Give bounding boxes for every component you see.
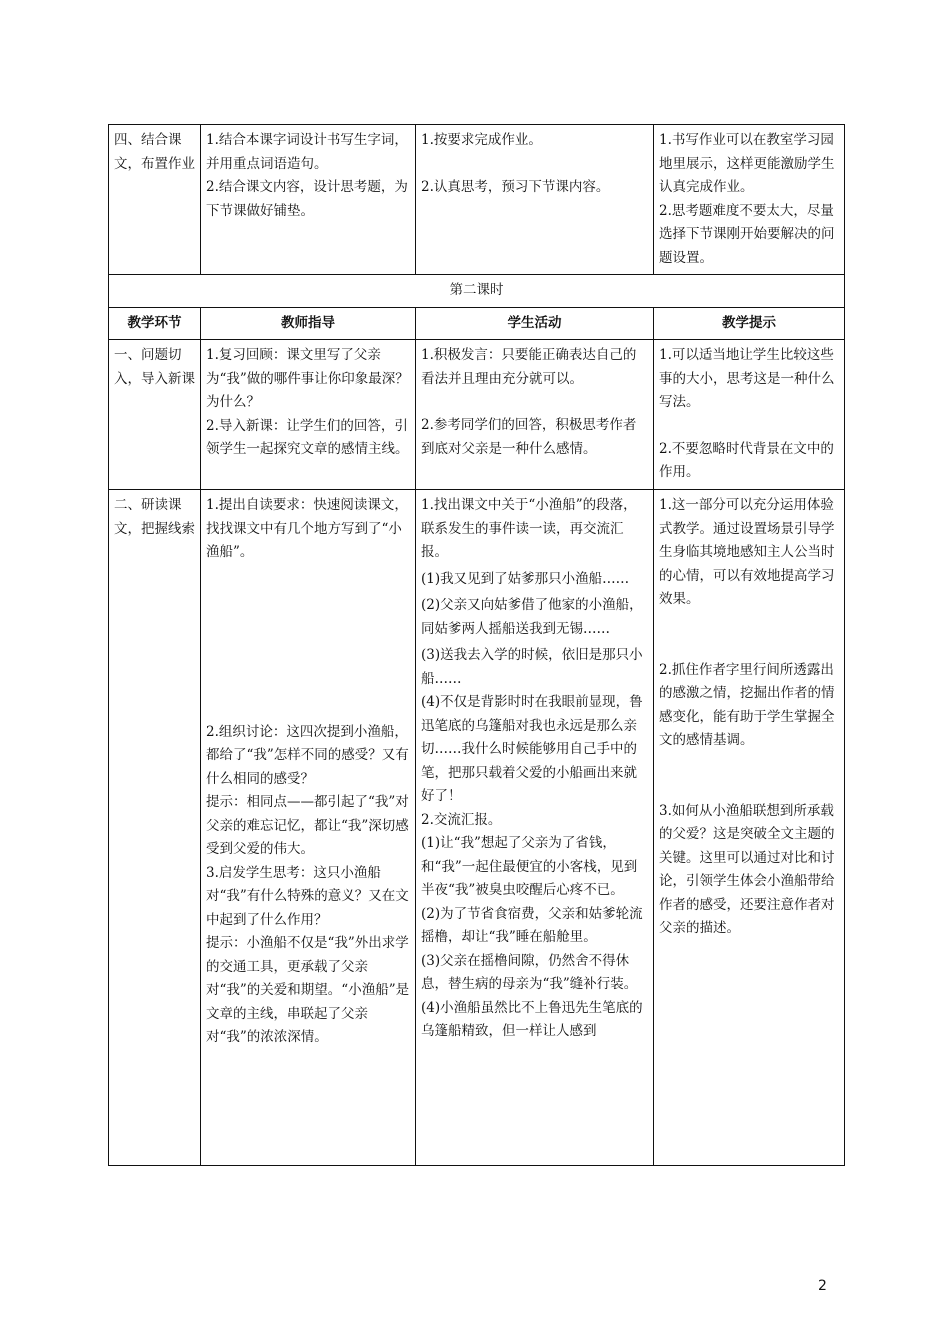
teacher-item: 2.组织讨论：这四次提到小渔船，都给了“我”怎样不同的感受？又有什么相同的感受？ (206, 723, 409, 787)
student-item: (2)为了节省食宿费，父亲和姑爹轮流摇橹，却让“我”睡在船舱里。 (421, 905, 643, 945)
teacher-item: 提示：相同点——都引起了“我”对父亲的难忘记忆，都让“我”深切感受到父爱的伟大。 (206, 794, 409, 857)
lesson-plan-table (108, 124, 845, 1166)
stage-cell (109, 125, 201, 275)
student-item: (3)送我去入学的时候，依旧是那只小船…… (421, 647, 643, 687)
header-stage: 教学环节 (109, 307, 201, 340)
tip-item: 1.书写作业可以在教室学习园地里展示，这样更能激励学生认真完成作业。 (659, 132, 835, 195)
student-item: (4)不仅是背影时时在我眼前显现，鲁迅笔底的乌篷船对我也永远是那么亲切……我什么时候能够用自己手中的笔，把那只载着父爱的小船画出来就好了！ (421, 694, 643, 804)
student-cell (416, 340, 654, 490)
tip-item: 1.可以适当地让学生比较这些事的大小，思考这是一种什么写法。 (659, 347, 835, 410)
teacher-item: 1.结合本课字词设计书写生字词，并用重点词语造句。 (206, 132, 408, 172)
tips-cell (654, 490, 845, 1166)
student-item: 2.认真思考，预习下节课内容。 (421, 178, 610, 195)
tip-item: 2.思考题难度不要太大，尽量选择下节课刚开始要解决的问题设置。 (659, 202, 835, 266)
header-student: 学生活动 (416, 307, 654, 340)
page-number: 2 (818, 1278, 827, 1294)
tips-cell (654, 125, 845, 275)
header-row (109, 307, 845, 340)
student-item: (1)让“我”想起了父亲为了省钱，和“我”一起住最便宜的小客栈，见到半夜“我”被臭虫咬醒后心疼不已。 (421, 835, 638, 898)
header-teacher: 教师指导 (201, 307, 416, 340)
stage-label: 一、问题切入，导入新课 (114, 347, 195, 387)
tip-item: 2.不要忽略时代背景在文中的作用。 (659, 440, 834, 480)
teacher-cell (201, 490, 416, 1166)
header-tips: 教学提示 (654, 307, 845, 340)
tips-cell (654, 340, 845, 490)
tip-item: 2.抓住作者字里行间所透露出的感激之情，挖掘出作者的情感变化，能有助于学生掌握全文的感情基调。 (659, 661, 835, 748)
section-title-row (109, 275, 845, 308)
student-item: (3)父亲在摇橹间隙，仍然舍不得休息，替生病的母亲为“我”缝补行装。 (421, 952, 638, 992)
teacher-item: 提示：小渔船不仅是“我”外出求学的交通工具，更承载了父亲对“我”的关爱和期望。“小渔船”是文章的主线，串联起了父亲对“我”的浓浓深情。 (206, 935, 410, 1045)
stage-cell (109, 490, 201, 1166)
teacher-item: 3.启发学生思考：这只小渔船对“我”有什么特殊的意义？又在文中起到了什么作用？ (206, 864, 409, 928)
student-item: 1.找出课文中关于“小渔船”的段落，联系发生的事件读一读，再交流汇报。 (421, 497, 637, 560)
teacher-item: 2.导入新课：让学生们的回答，引领学生一起探究文章的感情主线。 (206, 417, 409, 457)
tip-item: 3.如何从小渔船联想到所承载的父爱？这是突破全文主题的关键。这里可以通过对比和讨论，引领学生体会小渔船带给作者的感受，还要注意作者对父亲的描述。 (659, 802, 835, 936)
student-cell (416, 490, 654, 1166)
table-row (109, 125, 845, 275)
table-row (109, 490, 845, 1166)
student-item: (1)我又见到了姑爹那只小渔船…… (421, 570, 630, 587)
table-row (109, 340, 845, 490)
tip-item: 1.这一部分可以充分运用体验式教学。通过设置场景引导学生身临其境地感知主人公当时的心情，可以有效地提高学习效果。 (659, 497, 835, 607)
section-title: 第二课时 (109, 275, 845, 308)
student-item: 1.积极发言：只要能正确表达自己的看法并且理由充分就可以。 (421, 347, 637, 387)
teacher-item: 1.提出自读要求：快速阅读课文，找找课文中有几个地方写到了“小渔船”。 (206, 497, 408, 560)
stage-label: 二、研读课文，把握线索 (114, 497, 195, 537)
student-item: 2.参考同学们的回答，积极思考作者到底对父亲是一种什么感情。 (421, 417, 637, 457)
teacher-item: 1.复习回顾：课文里写了父亲为“我”做的哪件事让你印象最深？为什么？ (206, 347, 409, 410)
teacher-cell (201, 125, 416, 275)
stage-cell (109, 340, 201, 490)
stage-label: 四、结合课文，布置作业 (114, 132, 195, 172)
student-cell (416, 125, 654, 275)
teacher-item: 2.结合课文内容，设计思考题，为下节课做好铺垫。 (206, 179, 408, 219)
student-item: (2)父亲又向姑爹借了他家的小渔船，同姑爹两人摇船送我到无锡…… (421, 597, 643, 637)
student-item: 1.按要求完成作业。 (421, 132, 542, 148)
student-item: 2.交流汇报。 (421, 811, 502, 828)
student-item: (4)小渔船虽然比不上鲁迅先生笔底的乌篷船精致，但一样让人感到 (421, 999, 643, 1039)
teacher-cell (201, 340, 416, 490)
